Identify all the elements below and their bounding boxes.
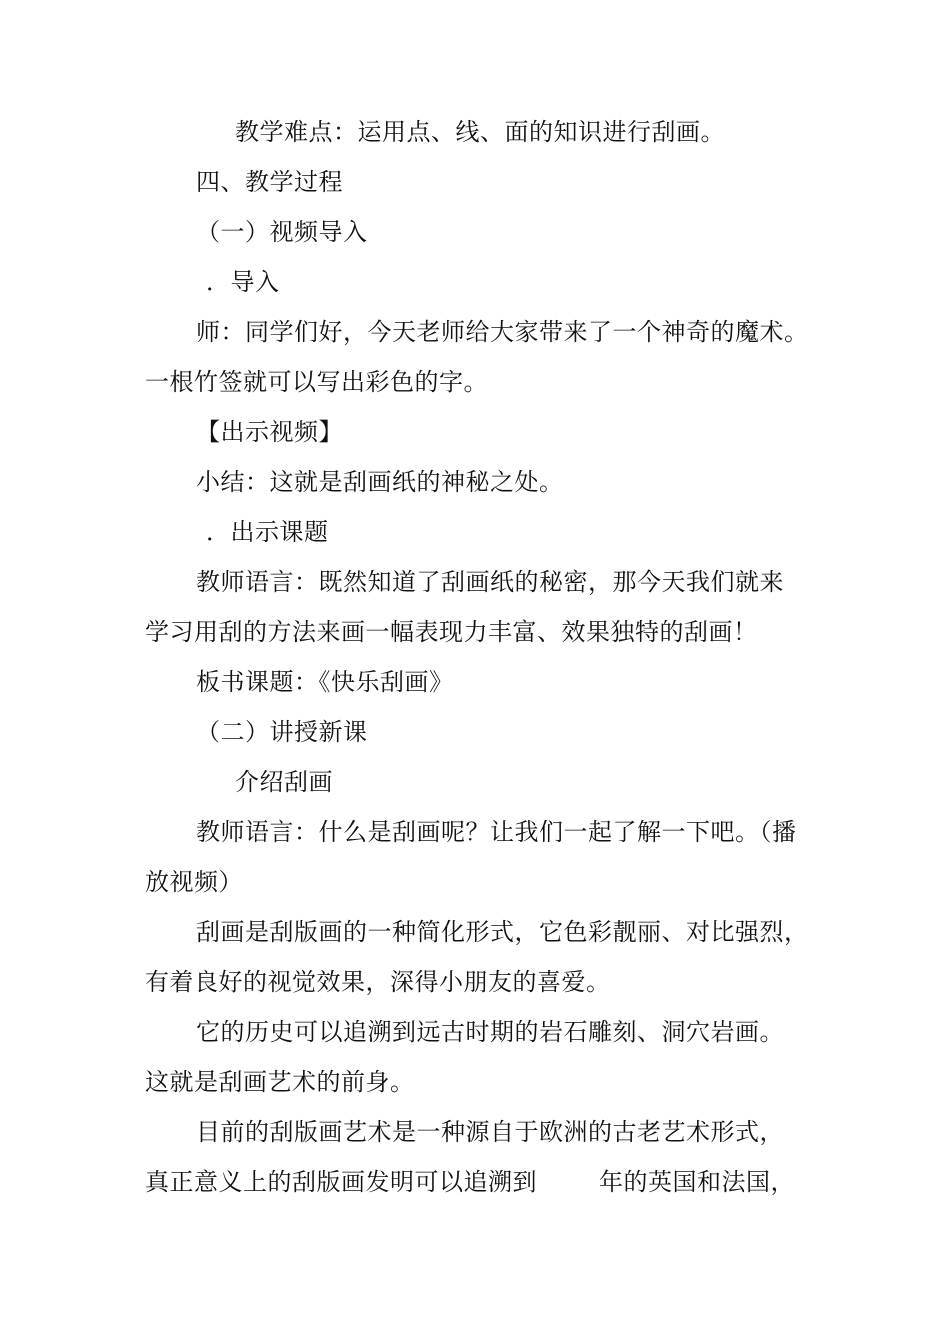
paragraph-origin-cont [145, 1167, 795, 1197]
paragraph-scratch-art-description-cont: 有着良好的视觉效果，深得小朋友的喜爱。 [145, 968, 611, 996]
paragraph-what-is-scratch-art: 教师语言：什么是刮画呢？让我们一起了解一下吧。（播 [196, 818, 797, 846]
heading-new-lesson: （二）讲授新课 [196, 718, 368, 746]
paragraph-teacher-greeting: 师：同学们好，今天老师给大家带来了一个神奇的魔术。 [196, 318, 809, 346]
paragraph-scratch-art-description: 刮画是刮版画的一种简化形式，它色彩靓丽、对比强烈， [196, 918, 809, 946]
line-summary: 小结：这就是刮画纸的神秘之处。 [196, 468, 564, 496]
item-show-topic: ．出示课题 [206, 518, 329, 546]
paragraph-teacher-language: 教师语言：既然知道了刮画纸的秘密，那今天我们就来 [196, 568, 784, 596]
paragraph-teacher-greeting-cont: 一根竹签就可以写出彩色的字。 [145, 368, 488, 396]
paragraph-history: 它的历史可以追溯到远古时期的岩石雕刻、洞穴岩画。 [196, 1018, 784, 1046]
paragraph-origin-cont-part2: 年的英国和法国， [599, 1168, 795, 1196]
paragraph-origin: 目前的刮版画艺术是一种源自于欧洲的古老艺术形式， [196, 1118, 784, 1146]
paragraph-teacher-language-cont: 学习用刮的方法来画一幅表现力丰富、效果独特的刮画！ [145, 618, 758, 646]
paragraph-history-cont: 这就是刮画艺术的前身。 [145, 1068, 415, 1096]
line-board-topic: 板书课题：《快乐刮画》 [196, 668, 454, 696]
heading-video-intro: （一）视频导入 [196, 218, 368, 246]
line-teaching-difficulty: 教学难点：运用点、线、面的知识进行刮画。 [235, 118, 725, 146]
paragraph-origin-cont-part1: 真正意义上的刮版画发明可以追溯到 [145, 1168, 537, 1196]
heading-teaching-process: 四、教学过程 [196, 168, 343, 196]
item-intro: ．导入 [206, 268, 280, 296]
item-introduce-scratch-art: 介绍刮画 [235, 768, 333, 796]
line-show-video: 【出示视频】 [196, 418, 343, 446]
paragraph-what-is-scratch-art-cont: 放视频） [145, 868, 243, 896]
